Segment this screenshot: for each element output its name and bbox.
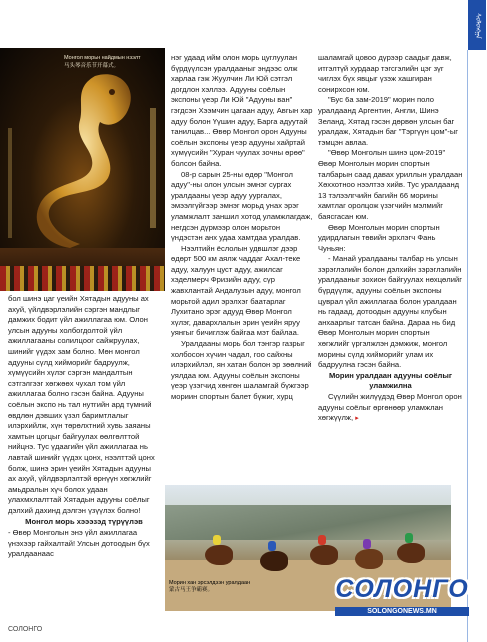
jockey xyxy=(318,535,326,545)
horse xyxy=(397,543,425,563)
paragraph: Өвөр Монголын морин спортын удирдлагын төвийн эрхлэгч Фань Чуньян: xyxy=(318,222,440,253)
column-3 xyxy=(318,53,463,425)
paragraph: 08-р сарын 25-ны өдөр "Монгол адуу"-ны олон улсын эмнэг сургах уралдааны үеэр адуу уургалах, эмээлгүйгээр эмнэг морьд унах эрэг уламжлалт заншил хотод уламжлагдаж, негдсэн дүрмээр олон морьтон үндэстэн анх удаа хамтдаа уралдав. xyxy=(171,169,313,243)
column-2 xyxy=(171,53,313,403)
section-heading: Морин уралдаан адууны соёлыг уламжилна xyxy=(328,370,453,391)
paragraph-text: Сүүлийн жилүүдэд Өвөр Монгол орон адууны соёлыг өргөнөөр уламжлан хөгжүүлж, xyxy=(318,392,462,423)
paragraph: "Бус 6а зам-2019" морин поло уралдаанд Аргентин, Англи, Шинэ Зеланд, Хятад гэсэн дөрвөн улсын баг уралдаж, Хятадын баг "Тэргүүн цом"-ыг тэмцэн авлаа. xyxy=(318,95,459,147)
side-band xyxy=(467,0,487,642)
paragraph: Уралдааны морь бол тэнгэр газрыг холбосон хүчин чадал, гоо сайхны илэрхийлэл, ян хатан болон эр зөөлний уялдаа юм. Адууны соёлын экспоны үеэр үзэгчид хөнгөн шаламгай бүжгээр мориин спортын балет бүжиг, хурц xyxy=(171,339,312,401)
side-title: ᠰᠣᠯᠣᠩᠭ᠋ᠠ xyxy=(474,13,482,39)
jockey xyxy=(363,539,371,549)
logo-brand: СОЛОНГО xyxy=(335,575,469,603)
horse xyxy=(310,545,338,565)
logo-url: SOLONGONEWS.MN xyxy=(335,607,469,616)
solongo-logo xyxy=(335,575,469,629)
side-divider xyxy=(467,50,468,642)
horse xyxy=(260,551,288,571)
column-1 xyxy=(8,294,160,560)
stage-photo xyxy=(0,48,165,291)
photo-caption: Монгол морьн найдмын нээлт 马头琴音乐节开幕式。 xyxy=(64,55,141,69)
end-marker-icon: ▸ xyxy=(355,415,359,423)
paragraph: Нээлтийн ёслолын удвшлэг дээр өдөрт 500 км аялж чаддаг Ахал-теке адуу, халуун цуст адуу, ажилсаг хэделмерч Фризийн адуу, сүр жавхлантай Андалузын адуу, монгол морьтой адил эрэлхэг баатарлаг Лухитано эрэг адууд Өвөр Монгол хүлэг, давархлалын эрин үеийн яруу уянгыг бичиглэж байгаа мэт байлаа. xyxy=(171,243,301,338)
horse xyxy=(355,549,383,569)
paragraph xyxy=(318,392,463,425)
jockey xyxy=(213,535,221,545)
photo-caption: Морин хан эрсэлдээн уралдаан 蒙古马王争霸赛。 xyxy=(169,580,251,593)
jockey xyxy=(268,541,276,551)
paragraph: "Өвөр Монголын шинэ цом-2019" Өвөр Монголын морин спортын талбарын саад давах уриллын уралдаан Хөххотноо нээлтээ хийв. Тус уралдаанд 13 тэлээлгчийн багийн 66 морины хамтлаг оролцож үзэгчийн мэлмийг баясгасан юм. xyxy=(318,148,463,221)
section-heading: Монгол морь хэээзэд түрүүлэв xyxy=(25,517,143,527)
footer-publication: СОЛОНГО xyxy=(8,626,43,633)
paragraph: бол шинэ цаг үеийн Хятадын адууны ах ахуй, үйлдвэрлэлийн сэргэн мандлыг дамжих бодит үйл ажиллагаа юм. Олон улсын адууны холбогдолтой үйл ажиллагааны солилцоог сайжруулах, шинийг үүдэх зам болно. Мөн монгол адууны сүлд хийморийг бадруулж, хүмүүсийн хүлэг сэргэн мандалтын сэтгэлгээг хөгжөөх чухал том үйл ажиллагаа болно гэсэн байна. Адууны соёлын экспо нь тал нутгийн ард түмний өвдлөн дэвших үзэл баримтлалыг илэрхийлж, хүн төрөлхтний хувь заяаны хамтын цогцыг байгуулах өөлгөлттой нийцнэ. Тус үдаагийн үйл ажиллагаа нь лавтай шинийг үүдэх цонх, нээлттэй цонх болж, шинэ эрин үеийн Хятадын адууны ах ахуй, үйлдвэрлэлтэй өрнүүн хөгжлийг амьдралын хүч болох удаан улахмхлалттай Хятадын адууны соёлыг дэлхий дахинд дэлгэн үзүүлэх болно! xyxy=(8,294,155,515)
jockey xyxy=(405,533,413,543)
paragraph: - Манай уралдааны талбар нь улсын зэрэглэлийн болон дэлхийн зэрэглэлийн уралдааныг зохион байгуулах нөхцөлийг бүрдүүлж, адууны соёлын экспоны цуврал үйл ажиллагаа болон уралдаан нь гадаад, дотоодын адууны клубын анхаарлыг татсан байна. Дараа нь бид Өвөр Монголын морин спортын хөгжлийг үргэлжлэн дэмжиж, монгол морины сүлд хийморийг улам их бадруулна гэсэн байна. xyxy=(318,254,462,370)
paragraph: нэг удаад ийм олон морь цуглуулан бүрдүүлсэн уралдааныг эндээс олж харлаа гэж Жуулчин Ли Юй сэтгэл догдлон хэллээ. Адууны соёлын экспоны үеэр Ли Юй "Адууны ван" гэгдсэн Хээмчин цагаан адуу, Авгын хар адуу болон Үүшин адуу, Барга адуутай танилцав... Өвөр Монгол орон Адууны соёлын экспоны үеэр адууны хайртай хүмүүсийн "Хуран чуулах зочны өрөө" болсон байна. xyxy=(171,53,313,168)
horse xyxy=(205,545,233,565)
paragraph: - Өвөр Монголын энэ үйл ажиллагаа үнэхээр гайхалтай! Улсын дотоодын бүх уралдаанаас xyxy=(8,528,150,559)
performers xyxy=(0,266,165,291)
paragraph: шаламгай цовоо дүрээр саадыг давж, итгэлтүй хурдаар тэгсгэлийн цэг зүг чиглэх бүх явцыг үзэж хашгиран сонирхсон юм. xyxy=(318,53,452,94)
